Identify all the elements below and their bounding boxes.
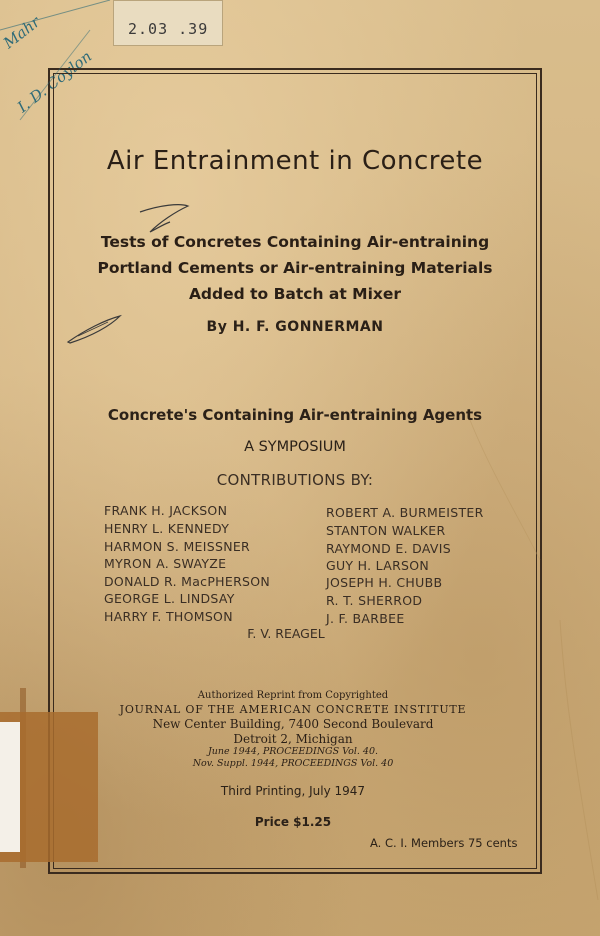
reprint-line-3: New Center Building, 7400 Second Boulevard xyxy=(152,717,434,731)
subtitle-line-3: Added to Batch at Mixer xyxy=(188,285,402,303)
printing-note: Third Printing, July 1947 xyxy=(220,784,366,798)
subtitle-line-1: Tests of Concretes Containing Air-entraining xyxy=(100,233,490,251)
catalog-number: 2.03 .39 xyxy=(128,20,209,38)
contributor-left-2: HENRY L. KENNEDY xyxy=(104,521,230,536)
contributor-left-5: DONALD R. MacPHERSON xyxy=(104,574,271,589)
reprint-line-5: June 1944, PROCEEDINGS Vol. 40. xyxy=(207,746,379,757)
contributor-right-1: ROBERT A. BURMEISTER xyxy=(326,505,484,520)
contributor-left-6: GEORGE L. LINDSAY xyxy=(104,591,235,606)
contributor-left-4: MYRON A. SWAYZE xyxy=(104,556,227,571)
contributor-left-7: HARRY F. THOMSON xyxy=(104,609,233,624)
contributor-left-1: FRANK H. JACKSON xyxy=(104,503,228,518)
handwritten-signature-line2: I. D. Coylon xyxy=(14,47,96,117)
author-byline: By H. F. GONNERMAN xyxy=(206,319,384,335)
contributor-right-6: R. T. SHERROD xyxy=(326,593,423,608)
symposium-label: A SYMPOSIUM xyxy=(244,439,346,455)
paper-crease xyxy=(560,620,598,900)
reprint-line-6: Nov. Suppl. 1944, PROCEEDINGS Vol. 40 xyxy=(192,758,394,769)
signature-underline xyxy=(0,0,110,30)
symposium-title: Concrete's Containing Air-entraining Agents xyxy=(107,406,483,424)
members-price-label: A. C. I. Members 75 cents xyxy=(370,836,518,850)
contributor-right-4: GUY H. LARSON xyxy=(326,558,430,573)
handwritten-signature-line1: Mahr xyxy=(0,12,44,53)
reprint-line-4: Detroit 2, Michigan xyxy=(233,732,353,746)
document-title: Air Entrainment in Concrete xyxy=(106,146,484,176)
reprint-line-1: Authorized Reprint from Copyrighted xyxy=(197,690,389,701)
contributions-heading: CONTRIBUTIONS BY: xyxy=(216,471,374,489)
contributor-right-2: STANTON WALKER xyxy=(326,523,446,538)
reprint-line-2: JOURNAL OF THE AMERICAN CONCRETE INSTITUTE xyxy=(119,703,467,716)
contributor-left-3: HARMON S. MEISSNER xyxy=(104,539,251,554)
pencil-squiggle-mark xyxy=(140,205,188,232)
contributor-right-7: J. F. BARBEE xyxy=(326,611,405,626)
contributor-right-5: JOSEPH H. CHUBB xyxy=(326,575,443,590)
signature-stroke xyxy=(20,30,90,120)
contributor-right-3: RAYMOND E. DAVIS xyxy=(326,541,451,556)
contributor-center: F. V. REAGEL xyxy=(247,626,325,641)
subtitle-line-2: Portland Cements or Air-entraining Materials xyxy=(97,259,493,277)
pencil-scribble-mark xyxy=(68,316,120,343)
price-label: Price $1.25 xyxy=(254,815,332,829)
paper-crease-2 xyxy=(470,420,540,560)
